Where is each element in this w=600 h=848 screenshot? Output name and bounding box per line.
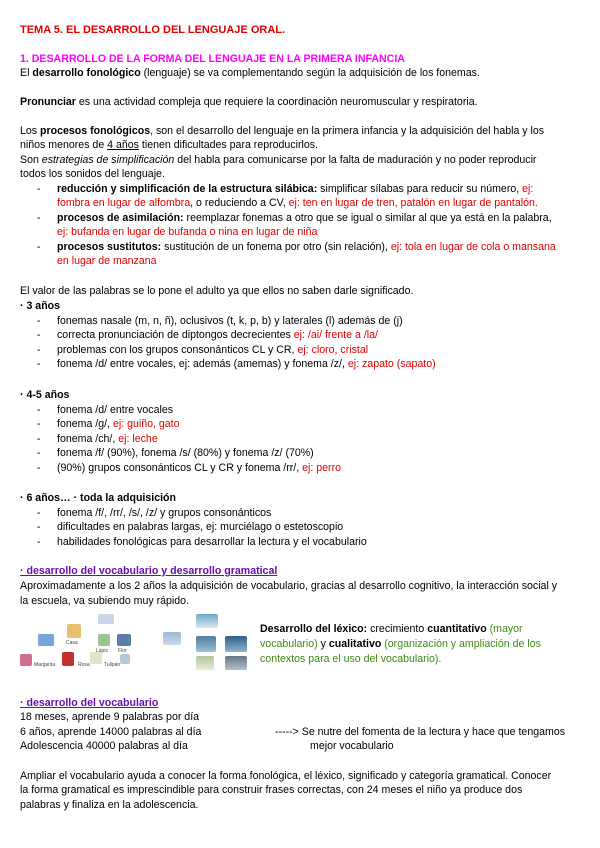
- bullet-dash: -: [37, 212, 41, 224]
- bullet-dash: -: [37, 315, 41, 327]
- image-label: Margarita: [34, 662, 56, 668]
- arrow-note: -----> Se nutre del fomenta de la lectura y hace que tengamos: [275, 726, 566, 738]
- list-item: fonema /d/ entre vocales: [57, 404, 174, 416]
- bullet-dash: -: [37, 241, 41, 253]
- list-item: correcta pronunciación de diptongos decrecientes ej: /ai/ frente a /la/: [57, 329, 378, 341]
- vocabulary-illustration: [20, 612, 250, 674]
- paragraph: la escuela, va subiendo muy rápido.: [20, 595, 190, 607]
- concept-image: [20, 654, 32, 666]
- photo-thumbnail: [196, 636, 216, 652]
- photo-thumbnail: [196, 614, 218, 628]
- concept-image: [98, 614, 114, 624]
- photo-thumbnail: [225, 636, 247, 652]
- concept-image: [98, 634, 110, 646]
- paragraph: Son estrategias de simplificación del habla para comunicarse por la falta de maduración y no poder reproducir: [20, 154, 537, 166]
- list-item: habilidades fonológicas para desarrollar la lectura y el vocabulario: [57, 536, 367, 548]
- list-item: fonema /f/ (90%), fonema /s/ (80%) y fonema /z/ (70%): [57, 447, 314, 459]
- paragraph: todos los sonidos del lenguaje.: [20, 168, 165, 180]
- paragraph: palabras y finaliza en la adolescencia.: [20, 799, 199, 811]
- list-item: Adolescencia 40000 palabras al día: [20, 740, 188, 752]
- list-item: fonema /f/, /rr/, /s/, /z/ y grupos consonánticos: [57, 507, 272, 519]
- list-item: fonemas nasale (m, n, ñ), oclusivos (t, k, p, b) y laterales (l) además de (j): [57, 315, 403, 327]
- paragraph: Ampliar el vocabulario ayuda a conocer la forma fonológica, el léxico, significado y categoría gramatical. Conocer: [20, 770, 552, 782]
- bullet-dash: -: [37, 462, 41, 474]
- section-heading-link[interactable]: · desarrollo del vocabulario y desarrollo gramatical: [20, 565, 278, 577]
- page-title: TEMA 5. EL DESARROLLO DEL LENGUAJE ORAL.: [20, 24, 286, 36]
- photo-thumbnail: [225, 656, 247, 670]
- photo-thumbnail: [196, 656, 214, 670]
- list-item: ej: bufanda en lugar de bufanda o nina en lugar de niña: [57, 226, 318, 238]
- list-item: en lugar de manzana: [57, 255, 157, 267]
- paragraph: El valor de las palabras se lo pone el adulto ya que ellos no saben darle significado.: [20, 285, 414, 297]
- paragraph: la forma gramatical es imprescindible para construir frases correctas, con 24 meses el niño ya produce dos: [20, 784, 523, 796]
- bullet-dash: -: [37, 447, 41, 459]
- section-heading-link[interactable]: · desarrollo del vocabulario: [20, 697, 159, 709]
- age-heading: · 4-5 años: [20, 389, 70, 401]
- list-item: procesos sustitutos: sustitución de un fonema por otro (sin relación), ej: tola en lugar de cola o mansana: [57, 241, 556, 253]
- bullet-dash: -: [37, 344, 41, 356]
- list-item: fonema /d/ entre vocales, ej: además (amemas) y fonema /z/, ej: zapato (sapato): [57, 358, 436, 370]
- age-heading: · 6 años… · toda la adquisición: [20, 492, 176, 504]
- concept-image: [38, 634, 54, 646]
- paragraph: contextos para el uso del vocabulario).: [260, 653, 442, 665]
- list-item: fonema /ch/, ej: leche: [57, 433, 158, 445]
- bullet-dash: -: [37, 404, 41, 416]
- image-label: Casa: [66, 640, 78, 646]
- image-label: Rosa: [78, 662, 90, 668]
- bullet-dash: -: [37, 418, 41, 430]
- paragraph: Los procesos fonológicos, son el desarrollo del lenguaje en la primera infancia y la adquisición del habla y los: [20, 125, 545, 137]
- section-heading: 1. DESARROLLO DE LA FORMA DEL LENGUAJE EN LA PRIMERA INFANCIA: [20, 53, 405, 65]
- list-item: (90%) grupos consonánticos CL y CR y fonema /rr/, ej: perro: [57, 462, 342, 474]
- paragraph: niños menores de 4 años tienen dificultades para reproducirlos.: [20, 139, 318, 151]
- list-item: 6 años, aprende 14000 palabras al día: [20, 726, 202, 738]
- list-item: fonema /g/, ej: guiño, gato: [57, 418, 180, 430]
- concept-image: [62, 652, 74, 666]
- concept-image: [120, 654, 130, 664]
- list-item: fombra en lugar de alfombra, o reduciendo a CV, ej: ten en lugar de tren, patalón en lugar de pantalón.: [57, 197, 538, 209]
- bullet-dash: -: [37, 358, 41, 370]
- bullet-dash: -: [37, 329, 41, 341]
- image-label: Flor: [118, 648, 127, 654]
- paragraph: vocabulario) y cualitativo (organización y ampliación de los: [260, 638, 541, 650]
- age-heading: · 3 años: [20, 300, 61, 312]
- bullet-dash: -: [37, 507, 41, 519]
- paragraph: Pronunciar es una actividad compleja que requiere la coordinación neuromuscular y respiratoria.: [20, 96, 478, 108]
- photo-thumbnail: [163, 632, 181, 645]
- bullet-dash: -: [37, 433, 41, 445]
- paragraph: El desarrollo fonológico (lenguaje) se va complementando según la adquisición de los fonemas.: [20, 67, 480, 79]
- bullet-dash: -: [37, 183, 41, 195]
- bullet-dash: -: [37, 536, 41, 548]
- concept-image: [117, 634, 131, 646]
- bullet-dash: -: [37, 521, 41, 533]
- image-label: Tulipán: [104, 662, 121, 668]
- concept-image: [67, 624, 81, 638]
- paragraph: Aproximadamente a los 2 años la adquisición de vocabulario, gracias al desarrollo cognitivo, la interacción social y: [20, 580, 558, 592]
- list-item: reducción y simplificación de la estructura silábica: simplificar sílabas para reducir su número, ej:: [57, 183, 534, 195]
- arrow-note: mejor vocabulario: [310, 740, 394, 752]
- list-item: dificultades en palabras largas, ej: murciélago o estetoscopio: [57, 521, 344, 533]
- list-item: problemas con los grupos consonánticos CL y CR, ej: cloro, cristal: [57, 344, 369, 356]
- list-item: procesos de asimilación: reemplazar fonemas a otro que se igual o similar al que ya está en la palabra,: [57, 212, 552, 224]
- list-item: 18 meses, aprende 9 palabras por día: [20, 711, 200, 723]
- image-label: Lápiz: [96, 648, 108, 654]
- paragraph: Desarrollo del léxico: crecimiento cuantitativo (mayor: [260, 623, 523, 635]
